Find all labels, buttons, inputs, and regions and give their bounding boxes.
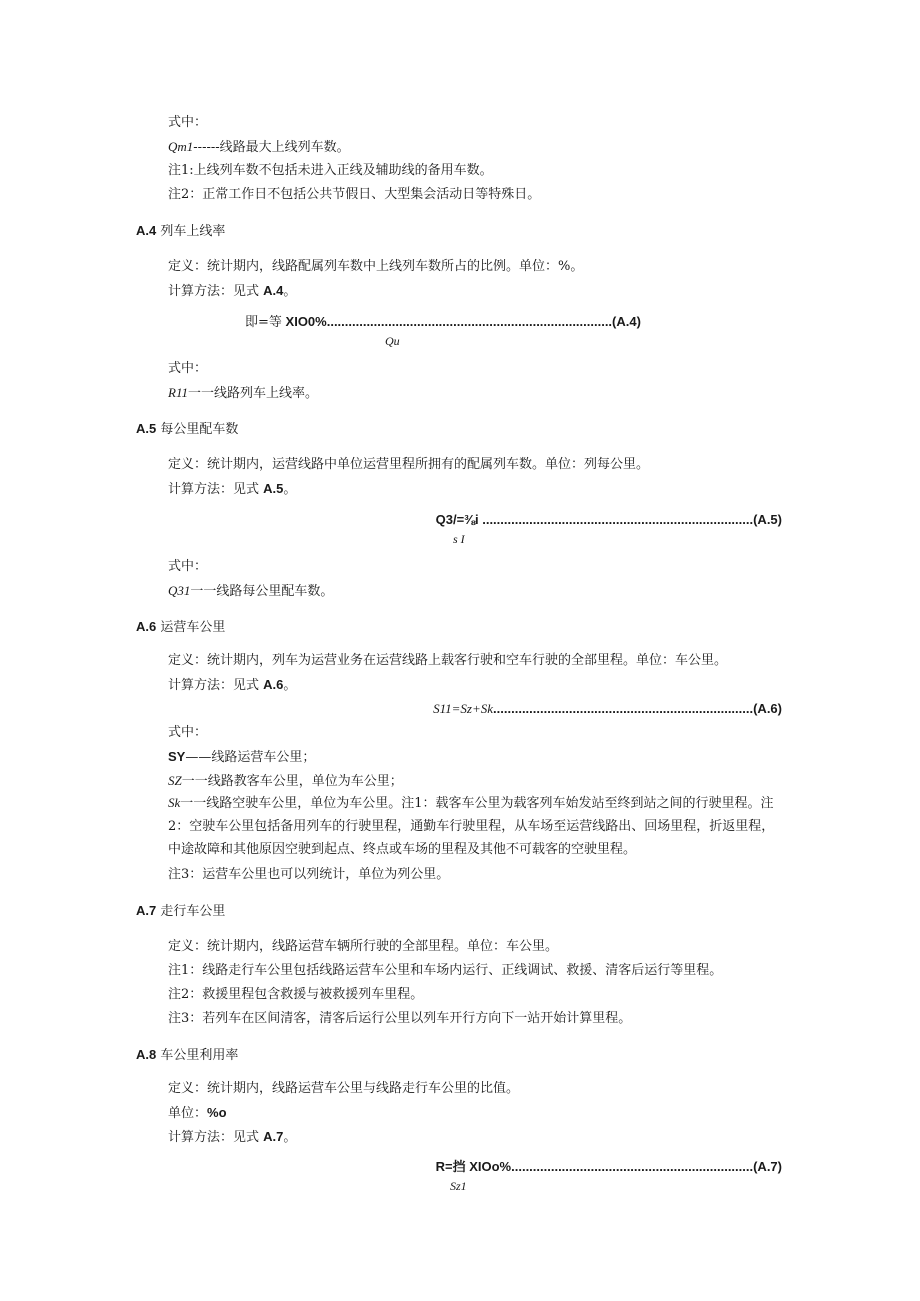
heading-a4 — [136, 222, 225, 241]
heading-a5-title: 每公里配车数 — [160, 422, 239, 437]
a6-method-end: 。 — [283, 678, 297, 693]
a8-unit-label: 单位： — [168, 1106, 208, 1121]
a8-method-ref: A.7 — [263, 1129, 284, 1144]
heading-a4-number: A.4 — [136, 223, 157, 238]
a8-method — [168, 1128, 296, 1147]
formula-a4-lhs: 即=等 — [245, 315, 282, 330]
a5-method-ref: A.5 — [263, 481, 284, 496]
formula-a6-rhs: ........................................................................(A.6) — [493, 701, 782, 716]
a6-method — [168, 676, 296, 695]
formula-a7-lhs: R=挡 — [435, 1159, 466, 1174]
symbol-q31: Q31 — [168, 583, 191, 598]
a7-note-1: 注1：线路走行车公里包括线路运营车公里和车场内运行、正线调试、救援、清客后运行等里程。 — [168, 963, 723, 978]
qm1-text: ------线路最大上线列车数。 — [193, 140, 350, 155]
symbol-sy: SY — [168, 749, 186, 764]
heading-a6-number: A.6 — [136, 619, 157, 634]
formula-a7-rhs: XIOo%...................................................................(A.7) — [465, 1159, 782, 1174]
a6-method-ref: A.6 — [263, 677, 284, 692]
formula-a7 — [436, 1158, 782, 1176]
a5-method-text: 计算方法：见式 — [168, 482, 260, 497]
heading-a4-title: 列车上线率 — [160, 224, 226, 239]
heading-a7-title: 走行车公里 — [160, 904, 226, 919]
heading-a6 — [136, 618, 225, 637]
a8-unit — [168, 1104, 227, 1123]
a4-method — [168, 282, 296, 301]
a4-method-ref: A.4 — [263, 283, 284, 298]
a7-definition: 定义：统计期内，线路运营车辆所行驶的全部里程。单位：车公里。 — [168, 939, 559, 954]
a4-method-end: 。 — [283, 284, 297, 299]
a4-method-text: 计算方法：见式 — [168, 284, 260, 299]
heading-a7 — [136, 902, 225, 921]
a5-symbol-def — [168, 582, 333, 601]
a7-note-3: 注3：若列车在区间清客，清客后运行公里以列车开行方向下一站开始计算里程。 — [168, 1011, 632, 1026]
a6-where: 式中： — [168, 725, 208, 740]
a5-where: 式中： — [168, 559, 208, 574]
a6-note-3: 注3：运营车公里也可以列统计，单位为列公里。 — [168, 867, 450, 882]
sk-text: 一一线路空驶车公里，单位为车公里。注1：载客车公里为载客列车始发站至终到站之间的行驶里程。注2：空驶车公里包括备用列车的行驶里程，通勤车行驶里程，从车场至运营线路出、回场里程，折返里程，中途故障和其他原因空驶到起点、终点或车场的里程及其他不可载客的空驶里程。 — [168, 796, 775, 857]
a6-method-text: 计算方法：见式 — [168, 678, 260, 693]
heading-a6-title: 运营车公里 — [160, 620, 226, 635]
a5-method-end: 。 — [283, 482, 297, 497]
a8-unit-value: %o — [207, 1105, 227, 1120]
heading-a5-number: A.5 — [136, 421, 157, 436]
heading-a8 — [136, 1046, 238, 1065]
formula-a6 — [433, 700, 782, 718]
heading-a7-number: A.7 — [136, 903, 157, 918]
a6-sy-def — [168, 748, 315, 767]
a8-method-text: 计算方法：见式 — [168, 1130, 260, 1145]
a6-definition: 定义：统计期内，列车为运营业务在运营线路上载客行驶和空车行驶的全部里程。单位：车公里。 — [168, 653, 728, 668]
a8-definition: 定义：统计期内，线路运营车公里与线路走行车公里的比值。 — [168, 1081, 520, 1096]
formula-a5: Q3/=⅜i ...........................................................................(A.5) — [435, 512, 782, 527]
where-label: 式中： — [168, 115, 208, 130]
a4-symbol-def — [168, 384, 318, 403]
heading-a5 — [136, 420, 238, 439]
sy-text: ——线路运营车公里； — [185, 750, 316, 765]
formula-a4-denominator: Qu — [385, 334, 400, 348]
formula-a6-lhs: S11=Sz+Sk — [433, 701, 494, 716]
formula-a7-denominator: Sz1 — [450, 1179, 467, 1193]
note-1: 注1:上线列车数不包括未进入正线及辅助线的备用车数。 — [168, 163, 493, 178]
a4-where: 式中： — [168, 361, 208, 376]
note-2: 注2：正常工作日不包括公共节假日、大型集会活动日等特殊日。 — [168, 187, 541, 202]
heading-a8-number: A.8 — [136, 1047, 157, 1062]
a5-definition: 定义：统计期内，运营线路中单位运营里程所拥有的配属列车数。单位：列每公里。 — [168, 457, 650, 472]
sz-text: 一一线路教客车公里，单位为车公里； — [181, 774, 403, 789]
formula-a4 — [245, 313, 641, 332]
formula-a5-denominator: s I — [453, 532, 465, 546]
qm1-definition — [168, 138, 350, 157]
symbol-r11: R11 — [168, 385, 188, 400]
a6-sk-paragraph — [168, 791, 780, 861]
symbol-sz: SZ — [168, 773, 182, 788]
q31-text: 一一线路每公里配车数。 — [190, 584, 334, 599]
a5-method — [168, 480, 296, 499]
a7-note-2: 注2：救援里程包含救援与被救援列车里程。 — [168, 987, 424, 1002]
symbol-qm1: Qm1 — [168, 139, 194, 154]
heading-a8-title: 车公里利用率 — [160, 1048, 239, 1063]
symbol-sk: Sk — [168, 795, 181, 810]
a4-definition: 定义：统计期内，线路配属列车数中上线列车数所占的比例。单位：%。 — [168, 259, 584, 274]
a8-method-end: 。 — [283, 1130, 297, 1145]
formula-a4-rhs: XIO0%...............................................................................(A.4) — [285, 314, 641, 329]
a6-sz-def — [168, 772, 403, 791]
r11-text: 一一线路列车上线率。 — [187, 386, 318, 401]
